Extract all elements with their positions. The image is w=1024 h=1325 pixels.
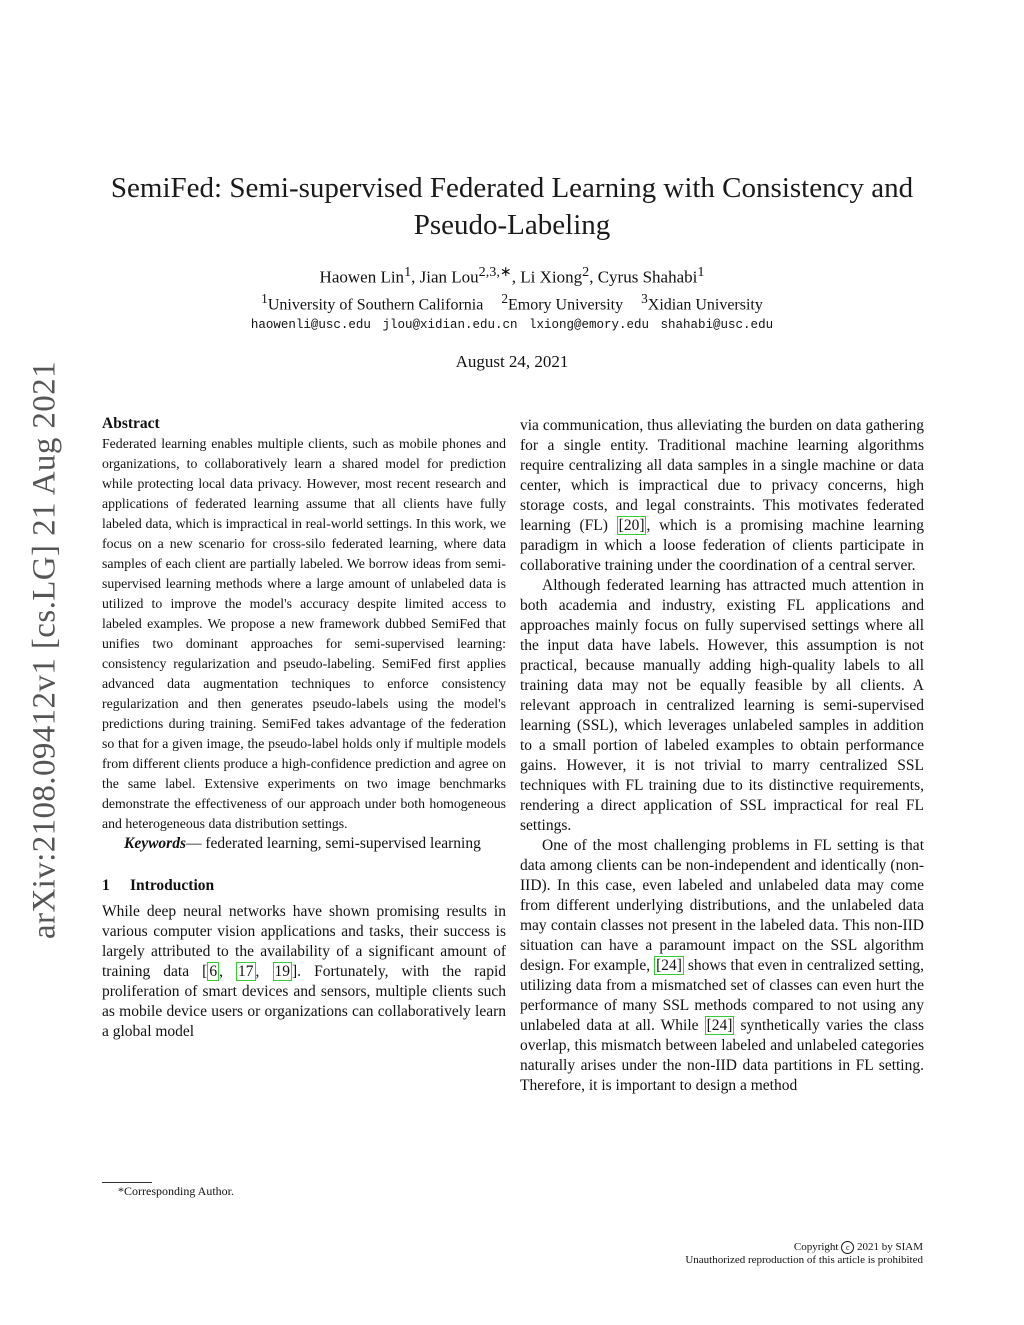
author-affiliation-mark: 1 [697, 264, 705, 280]
author: Jian Lou [419, 267, 479, 287]
affiliation-list: $^1$University of Southern California $^2$Emory University $^3$Xidian University [261, 291, 763, 314]
citation-link[interactable]: [20] [618, 517, 645, 534]
email[interactable]: jlou@xidian.edu.cn [382, 318, 518, 332]
affiliation: Emory University [508, 296, 624, 314]
footnote-divider [102, 1182, 152, 1183]
author-affiliation-mark: 1 [404, 264, 412, 280]
author-list: Haowen Lin$^1$, Jian Lou$^{2,3,∗}$, Li Xiong$^2$, Cyrus Shahabi$^1$ [319, 264, 705, 287]
citation-link[interactable]: 6 [209, 963, 218, 980]
intro-paragraph: Although federated learning has attracted much attention in both academia and industry, existing FL applications and approaches mainly focus on fully supervised settings where all the input data have labels. However, this assumption is not practical, because manually adding high-quality labels to all training data may not be equally feasible by all clients. A relevant approach in centralized learning is semi-supervised learning (SSL), which leverages unlabeled samples in addition to a small portion of labeled examples to obtain performance gains. However, it is not trivial to marry centralized SSL techniques with FL training due to its distinctive requirements, rendering a direct application of SSL impractical for real FL settings. [520, 577, 924, 834]
email[interactable]: haowenli@usc.edu [250, 318, 371, 332]
affiliation: University of Southern California [267, 296, 484, 314]
left-column [102, 414, 506, 1042]
author: Cyrus Shahabi [597, 267, 698, 287]
intro-paragraph: One of the most challenging problems in FL setting is that data among clients can be non-independent and identically (non-IID). In this case, even labeled and unlabeled data may come from different underlying distributions, and the unlabeled data may contain classes not present in the labeled data. This non-IID situation can have a paramount impact on the SSL algorithm design. For example, [24] shows that even in centralized setting, utilizing data from a mismatched set of classes can even hurt the performance of many SSL methods compared to not using any unlabeled data at all. While [24] synthetically varies the class overlap, this mismatch between labeled and unlabeled categories naturally arises under the non-IID data partitions in FL setting. Therefore, it is important to design a method [520, 837, 924, 1094]
copyright-icon: c [841, 1241, 854, 1254]
copyright-notice: Copyright c 2021 by SIAM Unauthorized reproduction of this article is prohibited [685, 1241, 923, 1267]
citation-link[interactable]: [24] [656, 957, 682, 974]
author-affiliation-mark: 2 [582, 264, 590, 280]
affiliation: Xidian University [647, 296, 763, 314]
section-heading-introduction [102, 876, 506, 896]
abstract-body: Federated learning enables multiple clients, such as mobile phones and organizations, to collaboratively learn a shared model for prediction while protecting local data privacy. However, most recent research and applications of federated learning assume that all clients have fully labeled data, which is impractical in real-world settings. In this work, we focus on a new scenario for cross-silo federated learning, where data samples of each client are partially labeled. We borrow ideas from semi-supervised learning methods where a large amount of unlabeled data is utilized to improve the model's accuracy despite limited access to labeled examples. We propose a new framework dubbed SemiFed that unifies two dominant approaches for semi-supervised learning: consistency regularization and pseudo-labeling. SemiFed first applies advanced data augmentation techniques to enforce consistency regularization and then generates pseudo-labels using the model's predictions during training. SemiFed takes advantage of the federation so that for a given image, the pseudo-label holds only if multiple models from different clients produce a high-confidence prediction and agree on the same label. Extensive experiments on two image benchmarks demonstrate the effectiveness of our approach under both homogeneous and heterogeneous data distribution settings. [102, 436, 506, 831]
email-list [100, 318, 924, 332]
footnote-corresponding-author: *Corresponding Author. [118, 1184, 234, 1198]
author-affiliation-mark: 2,3,∗ [478, 264, 512, 280]
email[interactable]: shahabi@usc.edu [660, 318, 774, 332]
citation-link[interactable]: 19 [274, 963, 290, 980]
abstract-heading: Abstract [102, 415, 160, 432]
email[interactable]: lxiong@emory.edu [529, 318, 650, 332]
citation-link[interactable]: [24] [706, 1017, 733, 1034]
paper-title: SemiFed: Semi-supervised Federated Learning with Consistency and Pseudo-Labeling [110, 172, 914, 241]
publication-date: August 24, 2021 [455, 352, 569, 371]
keywords-text: — federated learning, semi-supervised learning [186, 835, 481, 852]
keywords [102, 834, 506, 854]
intro-paragraph: via communication, thus alleviating the burden on data gathering for a single entity. Traditional machine learning algorithms require centralizing all data samples in a single machine or data center, which is impractical due to privacy concerns, high storage costs, and legal constraints. This motivates federated learning (FL) [20] , which is a promising machine learning paradigm in which a loose federation of clients participate in collaborative training under the coordination of a central server. [520, 417, 924, 574]
citation-link[interactable]: 17 [238, 963, 254, 980]
arxiv-identifier: arXiv:2108.09412v1 [cs.LG] 21 Aug 2021 [26, 361, 63, 939]
right-column [520, 416, 924, 1096]
intro-paragraph: While deep neural networks have shown promising results in various computer vision applications and tasks, their success is largely attributed to the availability of a significant amount of training data [ 6 , 17 , 19 ]. Fortunately, with the rapid proliferation of smart devices and sensors, multiple clients such as mobile device users or organizations can collaboratively learn a global model [102, 903, 506, 1040]
keywords-label: Keywords [124, 835, 186, 852]
author: Haowen Lin [319, 267, 405, 287]
section-title: Introduction [130, 877, 215, 894]
section-number: 1 [102, 877, 110, 894]
reproduction-notice: Unauthorized reproduction of this article is prohibited [685, 1254, 923, 1267]
author: Li Xiong [520, 267, 583, 287]
